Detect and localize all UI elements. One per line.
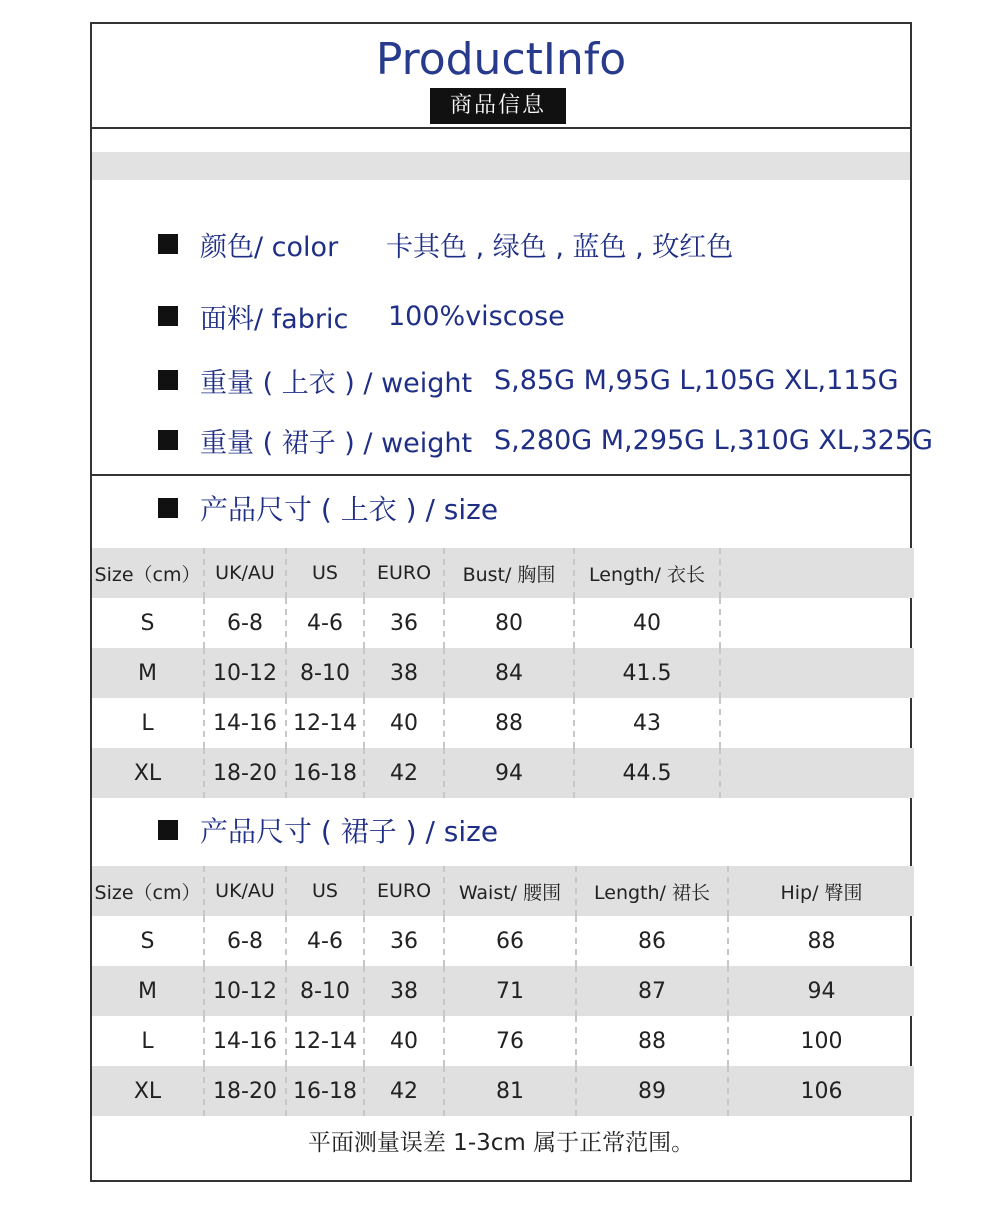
table-cell: 36 bbox=[364, 598, 444, 648]
table-cell: 94 bbox=[728, 966, 914, 1016]
table-cell: 38 bbox=[364, 966, 444, 1016]
header-cell: Length/ 裙长 bbox=[576, 866, 728, 916]
table-row bbox=[92, 966, 914, 1016]
table-cell: 18-20 bbox=[204, 1066, 286, 1116]
table-cell: 4-6 bbox=[286, 598, 364, 648]
table-cell: 36 bbox=[364, 916, 444, 966]
header-cell: Size（cm） bbox=[92, 548, 204, 598]
bullet-square-icon bbox=[158, 306, 178, 326]
page-title: ProductInfo bbox=[375, 34, 627, 85]
table-cell: 38 bbox=[364, 648, 444, 698]
top-size-title bbox=[158, 488, 498, 528]
table-header-row bbox=[92, 548, 914, 598]
bullet-square-icon bbox=[158, 820, 178, 840]
table-row bbox=[92, 598, 914, 648]
bullet-square-icon bbox=[158, 370, 178, 390]
table-cell: 12-14 bbox=[286, 698, 364, 748]
table-cell: 16-18 bbox=[286, 748, 364, 798]
table-cell: 66 bbox=[444, 916, 576, 966]
table-cell: 88 bbox=[444, 698, 574, 748]
header-cell: EURO bbox=[364, 866, 444, 916]
bullet-square-icon bbox=[158, 498, 178, 518]
info-value: 100%viscose bbox=[388, 300, 565, 332]
info-label: 重量 ( 裙子 ) / weight bbox=[200, 427, 473, 459]
header bbox=[92, 24, 910, 129]
table-cell: 6-8 bbox=[204, 598, 286, 648]
table-cell: 14-16 bbox=[204, 1016, 286, 1066]
bullet-square-icon bbox=[158, 430, 178, 450]
table-cell: 16-18 bbox=[286, 1066, 364, 1116]
header-cell: Size（cm） bbox=[92, 866, 204, 916]
table-row bbox=[92, 748, 914, 798]
table-cell bbox=[720, 698, 914, 748]
table-cell: S bbox=[92, 598, 204, 648]
table-cell: 10-12 bbox=[204, 966, 286, 1016]
header-cell: Waist/ 腰围 bbox=[444, 866, 576, 916]
table-cell: 12-14 bbox=[286, 1016, 364, 1066]
header-cell: EURO bbox=[364, 548, 444, 598]
table-cell: 40 bbox=[364, 698, 444, 748]
table-cell: 71 bbox=[444, 966, 576, 1016]
header-cell: Hip/ 臀围 bbox=[728, 866, 914, 916]
table-cell: M bbox=[92, 966, 204, 1016]
top-size-table bbox=[92, 548, 914, 798]
table-cell: XL bbox=[92, 1066, 204, 1116]
table-header-row bbox=[92, 866, 914, 916]
table-cell: 88 bbox=[807, 928, 836, 954]
table-cell: M bbox=[92, 648, 204, 698]
table-cell: 18-20 bbox=[204, 748, 286, 798]
bullet-square-icon bbox=[158, 234, 178, 254]
table-cell bbox=[720, 598, 914, 648]
table-cell: 40 bbox=[364, 1016, 444, 1066]
info-row-top-weight bbox=[158, 360, 899, 400]
table-cell: L bbox=[92, 1016, 204, 1066]
table-cell: 43 bbox=[574, 698, 720, 748]
table-cell: 41.5 bbox=[574, 648, 720, 698]
section-divider bbox=[92, 474, 910, 476]
table-cell: 89 bbox=[576, 1066, 728, 1116]
product-info-card bbox=[90, 22, 933, 1182]
table-cell: 84 bbox=[444, 648, 574, 698]
table-cell: 8-10 bbox=[286, 966, 364, 1016]
table-cell: S bbox=[92, 916, 204, 966]
table-cell bbox=[720, 748, 914, 798]
table-cell: 14-16 bbox=[204, 698, 286, 748]
table-cell: 42 bbox=[364, 748, 444, 798]
grey-band-divider bbox=[92, 152, 910, 180]
info-label: 重量 ( 上衣 ) / weight bbox=[200, 367, 473, 399]
table-row bbox=[92, 698, 914, 748]
table-cell: 40 bbox=[574, 598, 720, 648]
header-cell: Bust/ 胸围 bbox=[444, 548, 574, 598]
table-cell: 42 bbox=[364, 1066, 444, 1116]
table-cell: 6-8 bbox=[204, 916, 286, 966]
table-cell: 94 bbox=[444, 748, 574, 798]
section-title-text: 产品尺寸 ( 裙子 ) / size bbox=[200, 815, 499, 848]
info-label: 面料/ fabric bbox=[200, 303, 349, 335]
table-cell: XL bbox=[92, 748, 204, 798]
table-cell: 76 bbox=[444, 1016, 576, 1066]
table-cell: 106 bbox=[728, 1066, 914, 1116]
info-value: S,280G M,295G L,310G XL,325G bbox=[494, 424, 933, 456]
measurement-note: 平面测量误差 1-3cm 属于正常范围。 bbox=[307, 1130, 695, 1156]
info-value: S,85G M,95G L,105G XL,115G bbox=[494, 364, 899, 396]
header-cell: UK/AU bbox=[204, 866, 286, 916]
header-cell bbox=[720, 548, 914, 598]
info-row-skirt-weight bbox=[158, 420, 933, 460]
table-cell: 100 bbox=[800, 1028, 843, 1054]
table-row bbox=[92, 1016, 914, 1066]
table-cell: 87 bbox=[576, 966, 728, 1016]
table-cell: L bbox=[92, 698, 204, 748]
skirt-size-title bbox=[158, 810, 498, 850]
table-cell: 81 bbox=[444, 1066, 576, 1116]
table-cell bbox=[720, 648, 914, 698]
info-value: 卡其色 , 绿色 , 蓝色 , 玫红色 bbox=[386, 231, 734, 263]
header-cell: US bbox=[286, 548, 364, 598]
skirt-size-table bbox=[92, 866, 914, 1116]
table-row bbox=[92, 1066, 914, 1116]
table-row bbox=[92, 916, 914, 966]
table-cell: 86 bbox=[576, 916, 728, 966]
info-row-fabric bbox=[158, 296, 565, 336]
header-cell: US bbox=[286, 866, 364, 916]
info-label: 颜色/ color bbox=[200, 231, 339, 263]
table-row bbox=[92, 648, 914, 698]
table-cell: 80 bbox=[444, 598, 574, 648]
info-row-color bbox=[158, 224, 733, 264]
table-cell: 4-6 bbox=[286, 916, 364, 966]
section-title-text: 产品尺寸 ( 上衣 ) / size bbox=[200, 493, 499, 526]
table-cell: 88 bbox=[576, 1016, 728, 1066]
table-cell: 44.5 bbox=[574, 748, 720, 798]
table-cell: 8-10 bbox=[286, 648, 364, 698]
table-cell: 10-12 bbox=[204, 648, 286, 698]
page-subtitle: 商品信息 bbox=[430, 88, 566, 124]
header-cell: UK/AU bbox=[204, 548, 286, 598]
header-cell: Length/ 衣长 bbox=[574, 548, 720, 598]
